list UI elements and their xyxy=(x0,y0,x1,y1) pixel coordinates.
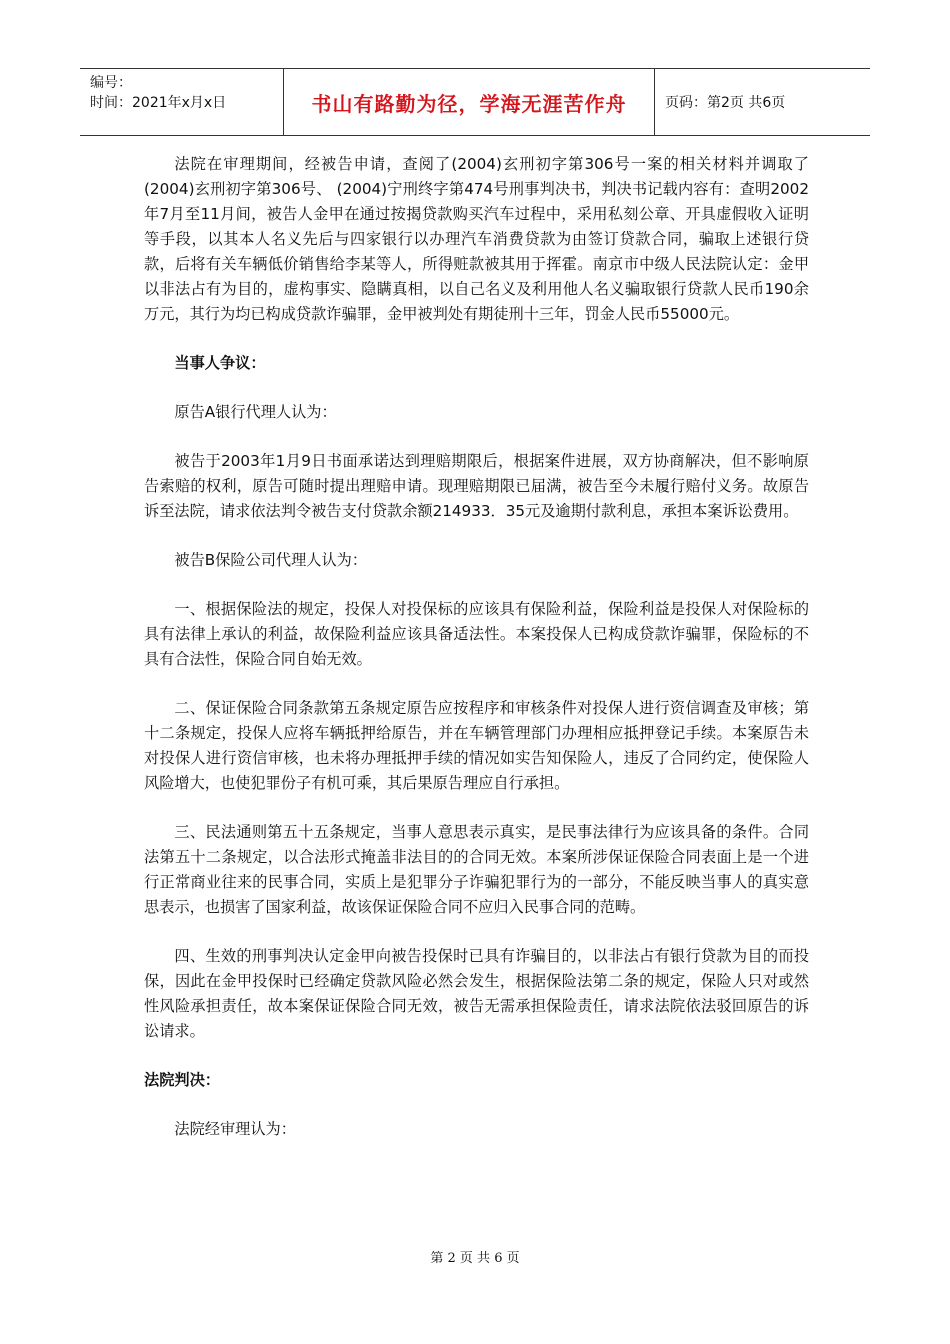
paragraph-plaintiff-intro: 原告A银行代理人认为： xyxy=(174,403,337,421)
document-number-label: 编号： xyxy=(90,75,132,91)
page-header xyxy=(80,68,870,136)
paragraph-court-finding: 法院经审理认为： xyxy=(174,1120,296,1138)
document-time: 时间：2021年x月x日 xyxy=(90,95,227,111)
paragraph-defense-point-3: 三、民法通则第五十五条规定，当事人意思表示真实，是民事法律行为应该具备的条件。合同法第五十二条规定，以合法形式掩盖非法目的的合同无效。本案所涉保证保险合同表面上是一个进行正常商业往来的民事合同，实质上是犯罪分子诈骗犯罪行为的一部分，不能反映当事人的真实意思表示，也损害了国家利益，故该保证保险合同不应归入民事合同的范畴。 xyxy=(144,823,809,916)
paragraph-plaintiff-claim: 被告于2003年1月9日书面承诺达到理赔期限后，根据案件进展，双方协商解决，但不影响原告索赔的权利，原告可随时提出理赔申请。现理赔期限已届满，被告至今未履行赔付义务。故原告诉至法院，请求依法判令被告支付贷款余额214933．35元及逾期付款利息，承担本案诉讼费用。 xyxy=(144,452,809,520)
paragraph-defense-point-2: 二、保证保险合同条款第五条规定原告应按程序和审核条件对投保人进行资信调查及审核；第十二条规定，投保人应将车辆抵押给原告，并在车辆管理部门办理相应抵押登记手续。本案原告未对投保人进行资信审核，也未将办理抵押手续的情况如实告知保险人，违反了合同约定，使保险人风险增大，也使犯罪份子有机可乘，其后果原告理应自行承担。 xyxy=(144,699,809,792)
page-footer: 第 2 页 共 6 页 xyxy=(430,1251,520,1266)
header-motto: 书山有路勤为径，学海无涯苦作舟 xyxy=(283,69,655,135)
header-meta xyxy=(80,69,283,135)
paragraph-court-review: 法院在审理期间，经被告申请，查阅了(2004)玄刑初字第306号一案的相关材料并调取了(2004)玄刑初字第306号、 (2004)宁刑终字第474号刑事判决书，判决书记载内容有：查明2002年7月至11月间，被告人金甲在通过按揭贷款购买汽车过程中，采用私刻公章、开具虚假收入证明等手段，以其本人名义先后与四家银行以办理汽车消费贷款为由签订贷款合同，骗取上述银行贷款，后将有关车辆低价销售给李某等人，所得赃款被其用于挥霍。南京市中级人民法院认定：金甲以非法占有为目的，虚构事实、隐瞒真相，以自己名义及利用他人名义骗取银行贷款人民币190余万元，其行为均已构成贷款诈骗罪，金甲被判处有期徒刑十三年，罚金人民币55000元。 xyxy=(144,155,809,323)
section-heading-judgment: 法院判决： xyxy=(144,1071,220,1089)
paragraph-defense-point-1: 一、根据保险法的规定，投保人对投保标的应该具有保险利益，保险利益是投保人对保险标的具有法律上承认的利益，故保险利益应该具备适法性。本案投保人已构成贷款诈骗罪，保险标的不具有合法性，保险合同自始无效。 xyxy=(144,600,809,668)
document-body xyxy=(144,152,809,1166)
section-heading-dispute: 当事人争议： xyxy=(174,354,266,372)
paragraph-defendant-intro: 被告B保险公司代理人认为： xyxy=(174,551,368,569)
paragraph-defense-point-4: 四、生效的刑事判决认定金甲向被告投保时已具有诈骗目的，以非法占有银行贷款为目的而投保，因此在金甲投保时已经确定贷款风险必然会发生，根据保险法第二条的规定，保险人只对或然性风险承担责任，故本案保证保险合同无效，被告无需承担保险责任，请求法院依法驳回原告的诉讼请求。 xyxy=(144,947,809,1040)
header-page-info: 页码：第2页 共6页 xyxy=(665,95,786,111)
